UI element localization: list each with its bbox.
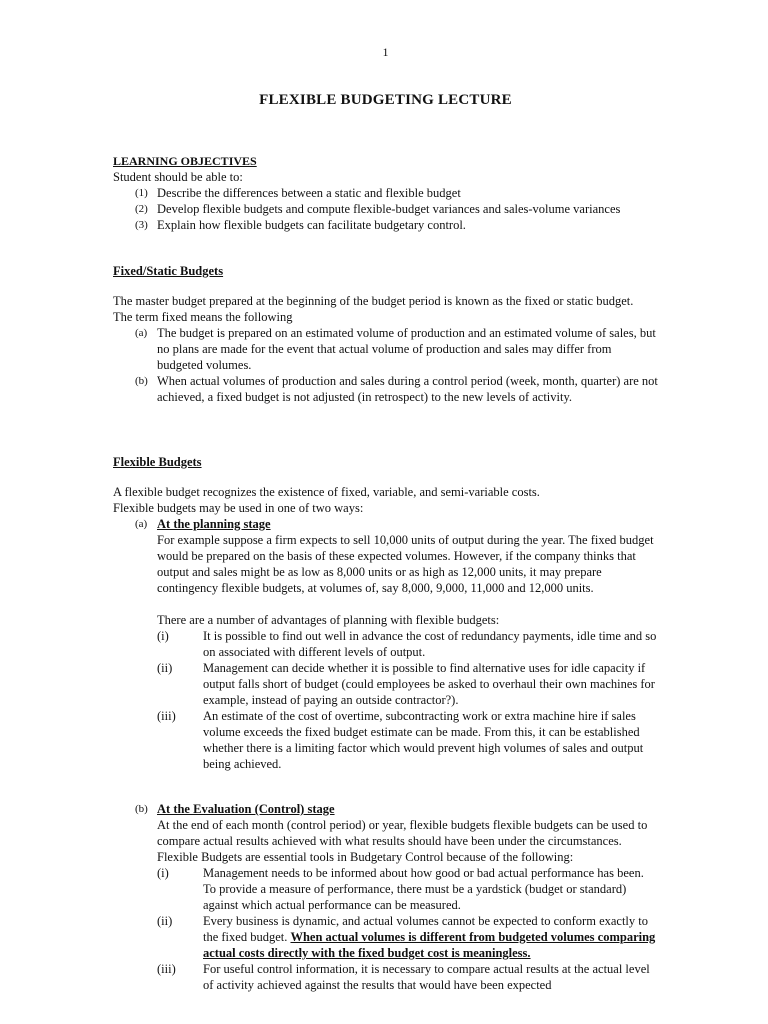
list-item-text: For useful control information, it is necessary to compare actual results at the actual level of activity achieved against the results that would have been expected (203, 962, 650, 992)
list-item (135, 201, 658, 217)
list-item-number: (i) (157, 629, 169, 643)
list-item-text-emphasis: When actual volumes is different from budgeted volumes comparing actual costs directly with the fixed budget cost is meaningless. (203, 930, 656, 960)
list-item-number: (b) (135, 375, 148, 387)
flexible-use-b-section (113, 801, 658, 993)
flexible-budgets-section (113, 454, 658, 772)
list-item-number: (iii) (157, 709, 176, 723)
list-item (135, 185, 658, 201)
list-item-number: (i) (157, 866, 169, 880)
list-item-text-plain: Every business is dynamic, and actual volumes cannot be expected to conform exactly to the fixed budget. (203, 914, 649, 944)
list-item (157, 865, 658, 913)
list-item (135, 217, 658, 233)
list-item-text: An estimate of the cost of overtime, subcontracting work or extra machine hire if sales volume exceeds the fixed budget estimate can be made. From this, it can be established whether there is a limiting factor which would prevent high volumes of sales and output being achieved. (203, 709, 644, 771)
fixed-budgets-section (113, 263, 658, 405)
use-a-text: For example suppose a firm expects to sell 10,000 units of output during the year. The fixed budget would be prepared on the basis of these expected volumes. However, if the company thinks that output and sales might be as low as 8,000 units or as high as 12,000 units, it may prepare contingency flexible budgets, at volumes of, say 8,000, 9,000, 11,000 and 12,000 units. (157, 533, 654, 595)
list-item (157, 913, 658, 961)
objectives-list (135, 185, 658, 233)
list-item (157, 628, 658, 660)
fixed-heading: Fixed/Static Budgets (113, 264, 224, 278)
learning-objectives-section (113, 153, 658, 233)
document-title: FLEXIBLE BUDGETING LECTURE (259, 92, 512, 108)
list-item (135, 325, 658, 373)
list-item-number: (3) (135, 219, 148, 231)
list-item-text: When actual volumes of production and sales during a control period (week, month, quarter) are not achieved, a fixed budget is not adjusted (in retrospect) to the new levels of activity. (157, 374, 658, 404)
flexible-use-b (135, 801, 658, 993)
use-b-body (157, 817, 658, 993)
flexible-paragraph-2: Flexible budgets may be used in one of two ways: (113, 501, 364, 515)
use-a-heading-row (135, 516, 658, 532)
list-item-number: (1) (135, 187, 148, 199)
use-a-heading: At the planning stage (157, 517, 271, 531)
list-item-text: It is possible to find out well in advance the cost of redundancy payments, idle time and so on associated with different levels of output. (203, 629, 657, 659)
use-b-text-1: At the end of each month (control period) or year, flexible budgets flexible budgets can be used to compare actual results achieved with what results should have been under the circumstances. (157, 818, 648, 848)
list-item-text (203, 913, 658, 961)
flexible-heading: Flexible Budgets (113, 455, 202, 469)
use-a-body (157, 532, 658, 772)
list-item-text: Develop flexible budgets and compute flexible-budget variances and sales-volume variances (157, 202, 621, 216)
list-item (157, 961, 658, 993)
list-item (135, 373, 658, 405)
fixed-paragraph-2: The term fixed means the following (113, 310, 293, 324)
list-item (157, 660, 658, 708)
list-item-text: The budget is prepared on an estimated volume of production and an estimated volume of sales, but no plans are made for the event that actual volume of production and sales may differ from budgeted volumes. (157, 326, 656, 372)
objectives-heading: LEARNING OBJECTIVES (113, 154, 257, 168)
fixed-paragraph-1: The master budget prepared at the beginning of the budget period is known as the fixed or static budget. (113, 294, 634, 308)
list-item-number: (b) (135, 803, 148, 815)
page-number: 1 (382, 45, 389, 59)
list-item-number: (a) (135, 327, 148, 339)
list-item (157, 708, 658, 772)
fixed-list (135, 325, 658, 405)
list-item-text: Explain how flexible budgets can facilitate budgetary control. (157, 218, 466, 232)
list-item-text: Describe the differences between a static and flexible budget (157, 186, 461, 200)
list-item-number: (a) (135, 518, 148, 530)
list-item-number: (iii) (157, 962, 176, 976)
use-b-heading: At the Evaluation (Control) stage (157, 802, 335, 816)
list-item-number: (ii) (157, 914, 173, 928)
use-b-text-2: Flexible Budgets are essential tools in Budgetary Control because of the following: (157, 850, 574, 864)
list-item-text: Management needs to be informed about how good or bad actual performance has been. To provide a measure of performance, there must be a yardstick (budget or standard) against which actual performance can be measured. (203, 866, 644, 912)
list-item-number: (ii) (157, 661, 173, 675)
advantages-intro: There are a number of advantages of planning with flexible budgets: (157, 613, 500, 627)
objectives-intro: Student should be able to: (113, 170, 243, 184)
flexible-paragraph-1: A flexible budget recognizes the existence of fixed, variable, and semi-variable costs. (113, 485, 540, 499)
list-item-number: (2) (135, 203, 148, 215)
list-item-text: Management can decide whether it is possible to find alternative uses for idle capacity if output falls short of budget (could employees be asked to overhaul their own machines for example, instead of paying an outside contractor?). (203, 661, 655, 707)
flexible-use-a (135, 516, 658, 772)
use-b-heading-row (135, 801, 658, 817)
